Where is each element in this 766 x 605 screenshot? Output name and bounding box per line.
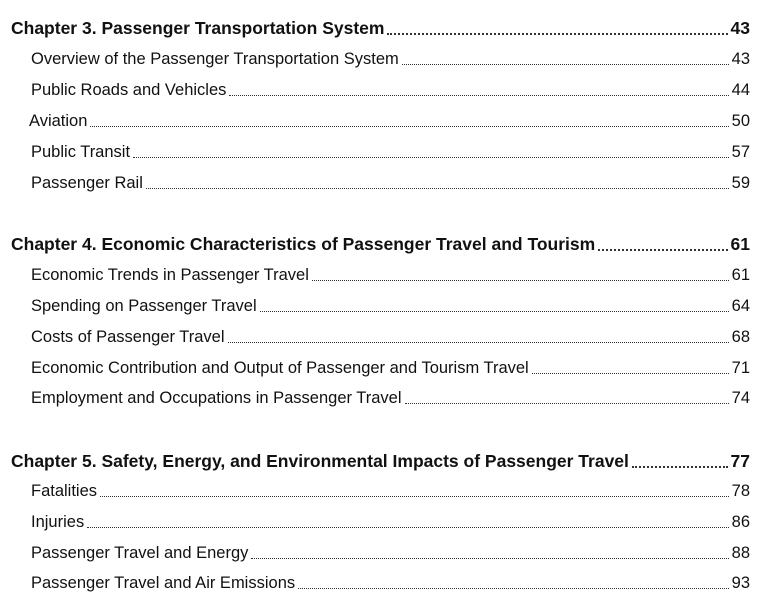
- dot-leader: [312, 280, 729, 281]
- entry-title: Passenger Travel and Air Emissions: [31, 574, 296, 592]
- page-number: 43: [730, 18, 750, 38]
- page-number: 44: [731, 81, 750, 99]
- dot-leader: [90, 126, 728, 127]
- chapter-heading[interactable]: [11, 18, 750, 39]
- page-number: 71: [731, 359, 750, 377]
- page-number: 88: [731, 544, 750, 562]
- entry-title: Aviation: [29, 112, 88, 130]
- page-number: 74: [731, 389, 750, 407]
- page-number: 86: [731, 513, 750, 531]
- dot-leader: [100, 496, 729, 497]
- dot-leader: [298, 588, 729, 589]
- toc-entry[interactable]: [31, 50, 750, 69]
- page-number: 61: [730, 234, 750, 254]
- page-number: 77: [730, 451, 750, 471]
- entry-title: Spending on Passenger Travel: [31, 297, 257, 315]
- chapter-title: Chapter 4. Economic Characteristics of Passenger Travel and Tourism: [11, 234, 596, 254]
- dot-leader: [402, 64, 729, 65]
- toc-entry[interactable]: [31, 143, 750, 162]
- chapter-heading[interactable]: [11, 451, 750, 472]
- page-number: 57: [731, 143, 750, 161]
- entry-title: Costs of Passenger Travel: [31, 328, 225, 346]
- toc-entry[interactable]: [31, 513, 750, 532]
- chapter-title: Chapter 3. Passenger Transportation System: [11, 18, 385, 38]
- page-number: 78: [731, 482, 750, 500]
- entry-title: Employment and Occupations in Passenger Travel: [31, 389, 402, 407]
- dot-leader: [632, 466, 728, 468]
- entry-title: Overview of the Passenger Transportation System: [31, 50, 399, 68]
- dot-leader: [146, 188, 729, 189]
- page-number: 93: [731, 574, 750, 592]
- dot-leader: [251, 558, 728, 559]
- toc-entry[interactable]: [31, 266, 750, 285]
- entry-title: Public Roads and Vehicles: [31, 81, 227, 99]
- page-number: 50: [731, 112, 750, 130]
- toc-entry[interactable]: [31, 482, 750, 501]
- entry-title: Passenger Rail: [31, 174, 143, 192]
- dot-leader: [229, 95, 728, 96]
- dot-leader: [87, 527, 728, 528]
- chapter-title: Chapter 5. Safety, Energy, and Environmental Impacts of Passenger Travel: [11, 451, 629, 471]
- toc-entry[interactable]: [31, 81, 750, 100]
- toc-entry[interactable]: [31, 574, 750, 593]
- toc-entry[interactable]: [31, 174, 750, 193]
- dot-leader: [598, 249, 727, 251]
- dot-leader: [133, 157, 729, 158]
- page-number: 61: [731, 266, 750, 284]
- toc-entry[interactable]: [31, 544, 750, 563]
- entry-title: Public Transit: [31, 143, 131, 161]
- dot-leader: [260, 311, 729, 312]
- entry-title: Passenger Travel and Energy: [31, 544, 249, 562]
- entry-title: Injuries: [31, 513, 85, 531]
- toc-entry[interactable]: [31, 328, 750, 347]
- page-number: 59: [731, 174, 750, 192]
- dot-leader: [532, 373, 729, 374]
- entry-title: Economic Trends in Passenger Travel: [31, 266, 309, 284]
- toc-entry[interactable]: [29, 112, 750, 131]
- toc-entry[interactable]: [31, 389, 750, 408]
- toc-entry[interactable]: [31, 359, 750, 378]
- toc-entry[interactable]: [31, 297, 750, 316]
- dot-leader: [228, 342, 729, 343]
- dot-leader: [387, 33, 727, 35]
- page-number: 68: [731, 328, 750, 346]
- dot-leader: [405, 403, 729, 404]
- page-number: 64: [731, 297, 750, 315]
- chapter-heading[interactable]: [11, 234, 750, 255]
- entry-title: Economic Contribution and Output of Passenger and Tourism Travel: [31, 359, 529, 377]
- page-number: 43: [731, 50, 750, 68]
- entry-title: Fatalities: [31, 482, 98, 500]
